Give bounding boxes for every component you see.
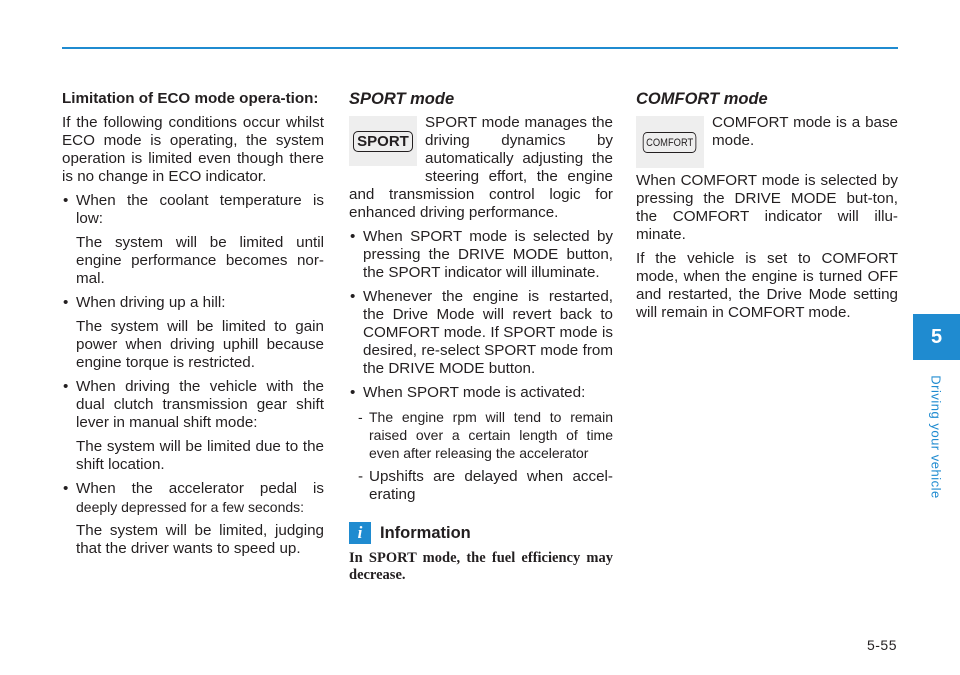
list-item: • When driving up a hill: bbox=[62, 294, 324, 312]
information-icon: i bbox=[349, 522, 371, 544]
list-item: • When SPORT mode is selected by pressing the DRIVE MODE button, the SPORT indicator will illuminate. bbox=[349, 228, 613, 282]
sport-badge-label: SPORT bbox=[353, 131, 413, 152]
list-item-line: • When the accelerator pedal is bbox=[76, 480, 324, 497]
comfort-indicator-icon bbox=[636, 116, 704, 168]
comfort-badge-label: COMFORT bbox=[643, 132, 697, 153]
column-sport-mode bbox=[349, 90, 613, 590]
page-number: 5-55 bbox=[866, 637, 897, 653]
list-item-line: deeply depressed for a few seconds: bbox=[76, 499, 305, 515]
list-item: - The engine rpm will tend to remain raised over a certain length of time even after releasing the accelerator bbox=[349, 408, 613, 462]
comfort-mode-title: COMFORT mode bbox=[636, 90, 768, 108]
comfort-mode-para: If the vehicle is set to COMFORT mode, when the engine is turned OFF and restarted, the Drive Mode setting will remain in COMFORT mode. bbox=[636, 250, 898, 321]
list-item bbox=[62, 480, 324, 516]
list-item: • When SPORT mode is activated: bbox=[349, 384, 613, 402]
list-item-detail: The system will be limited until engine performance becomes nor-mal. bbox=[76, 234, 324, 287]
list-item: - Upshifts are delayed when accel-erating bbox=[349, 468, 613, 504]
comfort-mode-para: When COMFORT mode is selected by pressing the DRIVE MODE but-ton, the COMFORT indicator will illu-minate. bbox=[636, 172, 898, 243]
sport-mode-intro: SPORT mode manages the driving dynamics by automatically adjusting the steering effort, the engine and transmission control logic for enhanced driving performance. bbox=[349, 114, 613, 221]
list-item: • When driving the vehicle with the dual clutch transmission gear shift lever in manual shift mode: bbox=[62, 378, 324, 432]
list-item-detail: The system will be limited due to the shift location. bbox=[76, 438, 324, 473]
list-item-detail: The system will be limited to gain power when driving uphill because engine torque is restricted. bbox=[76, 318, 324, 371]
information-title: Information bbox=[380, 524, 471, 542]
header-rule bbox=[62, 47, 898, 49]
comfort-mode-intro: COMFORT mode is a base mode. bbox=[712, 114, 898, 149]
list-item: • Whenever the engine is restarted, the Drive Mode will revert back to COMFORT mode. If SPORT mode is desired, re-select SPORT mode from the DRIVE MODE button. bbox=[349, 288, 613, 378]
sport-indicator-icon bbox=[349, 116, 417, 166]
column-eco-limitations bbox=[62, 90, 324, 564]
column-comfort-mode bbox=[636, 90, 898, 328]
list-item-detail: The system will be limited, judging that the driver wants to speed up. bbox=[76, 522, 324, 557]
chapter-label: Driving your vehicle bbox=[928, 375, 944, 499]
information-text: In SPORT mode, the fuel efficiency may decrease. bbox=[349, 550, 613, 583]
chapter-number-tab: 5 bbox=[913, 314, 960, 360]
eco-limitation-intro: If the following conditions occur whilst ECO mode is operating, the system operation is limited even though there is no change in ECO indicator. bbox=[62, 114, 324, 185]
eco-limitation-heading: Limitation of ECO mode opera-tion: bbox=[62, 90, 319, 107]
information-header bbox=[349, 522, 613, 544]
list-item: • When the coolant temperature is low: bbox=[62, 192, 324, 228]
sport-mode-title: SPORT mode bbox=[349, 90, 455, 108]
